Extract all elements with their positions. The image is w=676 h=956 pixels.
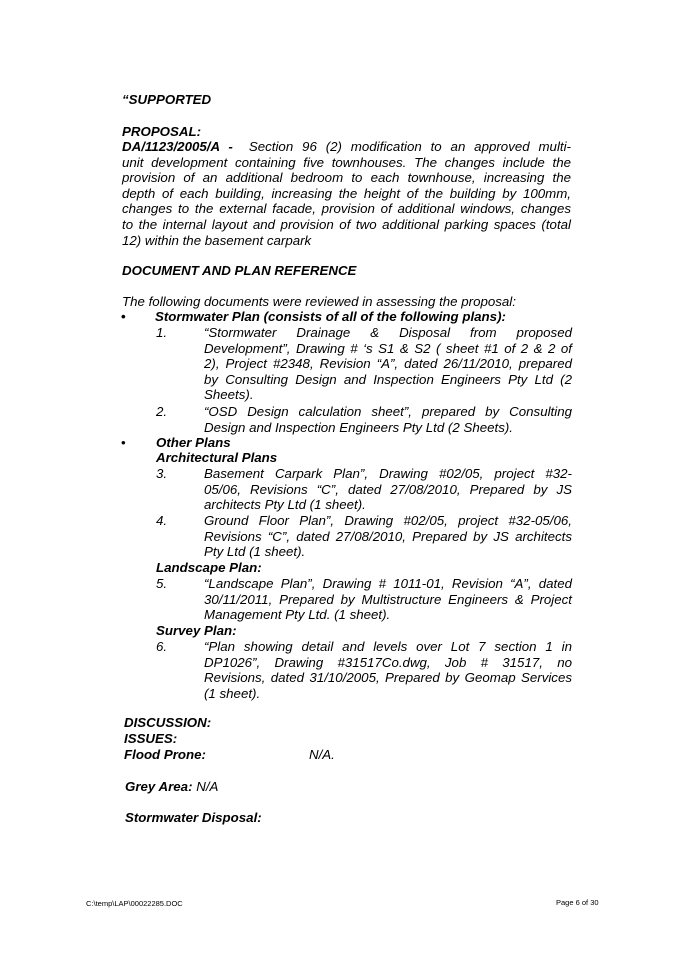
proposal-line-6: to the internal layout and provision of two additional parking spaces (total [122, 216, 571, 232]
grey-area-label: Grey Area: [125, 779, 193, 794]
issues-heading: ISSUES: [124, 731, 178, 746]
item-number: 2. [156, 404, 168, 419]
discussion-heading: DISCUSSION: [124, 715, 212, 730]
item-line: Revisions “C”, dated 27/08/2010, Prepared by JS architects [204, 528, 572, 544]
item-line: Sheets). [204, 387, 254, 403]
bullet: • [121, 309, 126, 324]
item-number: 6. [156, 639, 168, 654]
item-line: 2), Project #2348, Revision “A”, dated 26/11/2010, prepared [204, 356, 572, 372]
stormwater-disposal-label: Stormwater Disposal: [125, 810, 262, 825]
item-line: architects Pty Ltd (1 sheet). [204, 497, 366, 513]
grey-area-line [125, 779, 218, 795]
proposal-line-1 [122, 139, 571, 155]
item-number: 3. [156, 466, 168, 481]
landscape-plan-heading: Landscape Plan: [156, 560, 262, 575]
document-plan-heading: DOCUMENT AND PLAN REFERENCE [122, 263, 357, 278]
item-line: “Plan showing detail and levels over Lot 7 section 1 in [204, 639, 572, 654]
item-line: DP1026”, Drawing #31517Co.dwg, Job # 31517, no [204, 654, 572, 670]
item-number: 4. [156, 513, 168, 528]
item-line: “Landscape Plan”, Drawing # 1011-01, Revision “A”, dated [204, 576, 572, 591]
bullet: • [121, 435, 126, 450]
item-line: 05/06, Revisions “C”, dated 27/08/2010, Prepared by JS [204, 481, 572, 497]
footer-page-number: Page 6 of 30 [556, 898, 599, 907]
proposal-line-3: provision of an additional bedroom to each townhouse, increasing the [122, 170, 571, 186]
supported-heading: “SUPPORTED [122, 92, 212, 107]
item-line: Development”, Drawing # ‘s S1 & S2 ( sheet #1 of 2 & 2 of [204, 340, 572, 356]
proposal-line-text: Section 96 (2) modification to an approved multi- [248, 139, 571, 154]
proposal-paragraph [122, 139, 571, 248]
footer-file-path: C:\temp\LAP\00022285.DOC [86, 899, 183, 908]
proposal-line-4: depth of each building, increasing the height of the building by 100mm, [122, 185, 571, 201]
item-1-text [204, 325, 572, 403]
proposal-heading: PROPOSAL: [122, 124, 202, 139]
item-line: “OSD Design calculation sheet”, prepared by Consulting [204, 404, 572, 419]
other-plans-heading: Other Plans [156, 435, 231, 450]
item-5-text [204, 576, 572, 623]
item-6-text [204, 639, 572, 701]
proposal-line-5: changes to the external facade, provision of additional windows, changes [122, 201, 571, 217]
item-3-text [204, 466, 572, 513]
proposal-line-2: unit development containing five townhouses. The changes include the [122, 154, 571, 170]
item-line: Ground Floor Plan”, Drawing #02/05, project #32-05/06, [204, 513, 572, 528]
item-line: (1 sheet). [204, 685, 261, 701]
stormwater-plan-heading: Stormwater Plan (consists of all of the following plans): [155, 309, 506, 324]
architectural-plans-heading: Architectural Plans [156, 450, 278, 465]
item-2-text [204, 404, 572, 435]
proposal-ref: DA/1123/2005/A - [122, 139, 233, 154]
item-line: “Stormwater Drainage & Disposal from proposed [204, 325, 572, 340]
item-line: Design and Inspection Engineers Pty Ltd (2 Sheets). [204, 419, 513, 435]
item-line: Basement Carpark Plan”, Drawing #02/05, project #32- [204, 466, 572, 481]
item-line: Pty Ltd (1 sheet). [204, 544, 306, 560]
item-line: Management Pty Ltd. (1 sheet). [204, 607, 391, 623]
flood-prone-value: N/A. [309, 747, 335, 762]
flood-prone-label: Flood Prone: [124, 747, 206, 762]
grey-area-value: N/A [192, 779, 219, 794]
item-line: by Consulting Design and Inspection Engineers Pty Ltd (2 [204, 371, 572, 387]
documents-intro: The following documents were reviewed in assessing the proposal: [122, 294, 516, 309]
item-number: 1. [156, 325, 168, 340]
item-line: Revisions, dated 31/10/2005, Prepared by Geomap Services [204, 670, 572, 686]
item-4-text [204, 513, 572, 560]
proposal-line-7: 12) within the basement carpark [122, 232, 312, 248]
survey-plan-heading: Survey Plan: [156, 623, 237, 638]
item-line: 30/11/2011, Prepared by Multistructure Engineers & Project [204, 591, 572, 607]
item-number: 5. [156, 576, 168, 591]
